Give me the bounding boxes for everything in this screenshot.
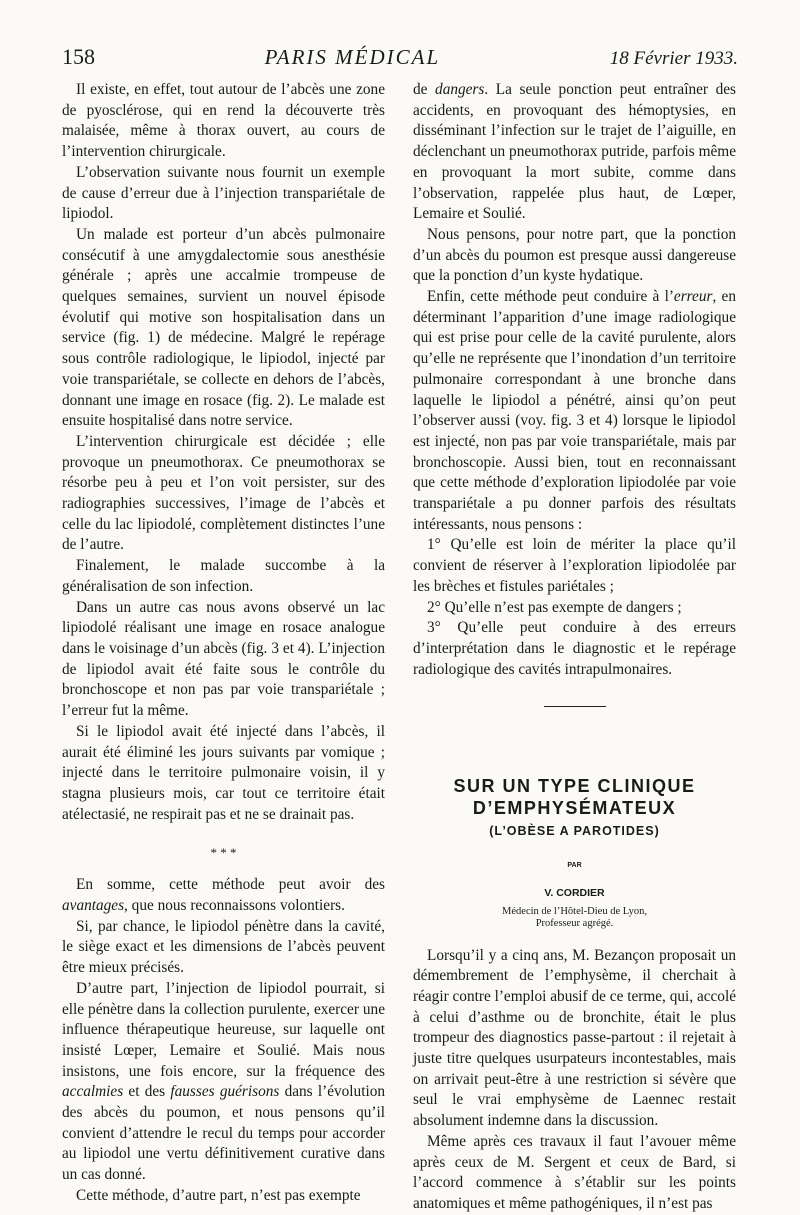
emphasis: fausses guérisons: [170, 1083, 280, 1101]
paragraph: Un malade est porteur d’un abcès pulmonaire consécutif à une amygdalectomie sous anesthésie générale ; après une accalmie trompeuse de quelques semaines, survient un nouvel épisode évolutif qui motive son hospitalisation dans un service (fig. 1) de médecine. Malgré le repérage sous contrôle radiologique, le lipiodol, injecté par voie transpariétale, se collecte en dehors de l’abcès, donnant une image en rosace (fig. 2). Le malade est ensuite hospitalisé dans notre service.: [62, 225, 385, 430]
paragraph: [413, 80, 736, 225]
text-run: D’autre part, l’injection de lipiodol pourrait, si elle pénètre dans la collection purulente, exercer une influence thérapeutique heureuse, sur laquelle ont insisté Lœper, Lemaire et Soulié. Mais nous insistons, une fois encore, sur la fréquence des: [62, 979, 385, 1080]
byline-par: PAR: [567, 862, 582, 870]
paragraph: Si le lipiodol avait été injecté dans l’abcès, il aurait été éliminé les jours suivants par vomique ; injecté dans le territoire pulmonaire voisin, il y stagna plusieurs mois, car tout ce territoire était atélectasié, ne respirait pas et ne se drainait pas.: [62, 722, 385, 823]
emphasis: dangers: [435, 81, 485, 98]
text-run: . La seule ponction peut entraîner des accidents, en provoquant des hémoptysies, en disséminant l’infection sur le trajet de l’aiguille, en déclenchant un pneumothorax putride, parfois même en provoquant la mort subite, comme dans l’observation, rappelée plus haut, de Lœper, Lemaire et Soulié.: [413, 81, 736, 223]
text-run: Enfin, cette méthode peut conduire à l’: [427, 288, 674, 306]
section-divider: [544, 706, 606, 707]
text-run: de: [413, 81, 436, 98]
list-item: 2° Qu’elle n’est pas exempte de dangers ;: [427, 598, 682, 616]
paragraph: L’observation suivante nous fournit un exemple de cause d’erreur due à l’injection transpariétale de lipiodol.: [62, 163, 385, 223]
article-subtitle: (L’OBÈSE A PAROTIDES): [489, 824, 660, 839]
paragraph: [413, 287, 736, 535]
left-column: [62, 80, 385, 1207]
paragraph: Lorsqu’il y a cinq ans, M. Bezançon proposait un démembrement de l’emphysème, il cherchait à réagir contre l’emploi abusif de ce terme, qui, accolé à celui d’asthme ou de bronchite, était le plus trompeur des diagnostics passe-partout : il rejetait à juste titre quelques usurpateurs incontestables, mais on arrivait peut-être à une restriction si sévère que seul le vrai emphysème de Laennec restait absolument indemne dans la discussion.: [413, 946, 736, 1130]
emphasis: accalmies: [62, 1083, 124, 1101]
paragraph: Si, par chance, le lipiodol pénètre dans la cavité, le siège exact et les dimensions de l’abcès peuvent être mieux précisés.: [62, 917, 385, 977]
paragraph: Cette méthode, d’autre part, n’est pas exempte: [76, 1186, 361, 1204]
text-run: En somme, cette méthode peut avoir des: [76, 876, 385, 894]
emphasis: erreur: [673, 288, 713, 306]
paragraph: [62, 875, 385, 916]
paragraph: [62, 979, 385, 1186]
paragraph: Finalement, le malade succombe à la généralisation de son infection.: [62, 557, 385, 595]
right-column: [413, 80, 736, 1215]
emphasis: avantages: [62, 897, 125, 915]
list-item: 3° Qu’elle peut conduire à des erreurs d’interprétation dans le diagnostic et le repérage radiologique des cavités intrapulmonaires.: [413, 619, 736, 678]
page-number: 158: [62, 44, 95, 69]
text-run: , que nous reconnaissons volontiers.: [124, 897, 345, 915]
paragraph: L’intervention chirurgicale est décidée ; elle provoque un pneumothorax. Ce pneumothorax se résorbe peu à peu et l’on voit persister, sur des radiographies successives, l’image de l’abcès et celle du lac lipiodolé, complètement distinctes l’une de l’autre.: [62, 432, 385, 554]
affiliation-line: Professeur agrégé.: [535, 917, 614, 929]
list-item: 1° Qu’elle est loin de mériter la place qu’il convient de réserver à l’exploration lipiodolée par les brèches et fistules pariétales ;: [413, 536, 736, 595]
issue-date: 18 Février 1933.: [609, 48, 738, 69]
text-run: , en déterminant l’apparition d’une image radiologique qui est prise pour celle de la cavité purulente, alors qu’elle ne représente que l’inondation d’un territoire pulmonaire correspondant à une bronche dans laquelle le lipiodol a pénétré, ainsi qu’on peut l’observer aussi (voy. fig. 3 et 4) lorsque le lipiodol est injecté, non pas par voie transpariétale, mais par bronchoscopie. Aussi bien, tout en reconnaissant que cette méthode d’exploration lipiodolée par voie transpariétale a pu donner parfois des résultats intéressants, nous pensons :: [413, 288, 736, 533]
article-title: [413, 775, 736, 819]
section-separator-stars: * * *: [210, 845, 237, 861]
paragraph: Il existe, en effet, tout autour de l’abcès une zone de pyosclérose, qui en rend la découverte très malaisée, même à thorax ouvert, au cours de l’intervention chirurgicale.: [62, 81, 385, 161]
text-run: dans l’évolution des abcès du poumon, et nous pensons qu’il convient d’attendre le recul du temps pour accorder au lipiodol une vertu définitivement curative dans un cas donné.: [62, 1083, 386, 1184]
author-affiliation: [413, 906, 736, 930]
article-title-line: SUR UN TYPE CLINIQUE: [453, 776, 696, 797]
author-name: V. CORDIER: [544, 886, 605, 899]
text-run: et des: [123, 1083, 171, 1101]
article-title-line: D’EMPHYSÉMATEUX: [472, 798, 677, 819]
affiliation-line: Médecin de l’Hôtel-Dieu de Lyon,: [502, 905, 647, 917]
paragraph: Même après ces travaux il faut l’avouer même après ceux de M. Sergent et ceux de Bard, si l’accord commence à s’établir sur les points anatomiques et même pathogéniques, il n’est pas: [413, 1132, 736, 1212]
journal-name: PARIS MÉDICAL: [264, 45, 441, 69]
paragraph: Dans un autre cas nous avons observé un lac lipiodolé réalisant une image en rosace analogue dans le voisinage d’un abcès (fig. 3 et 4). L’injection de lipiodol avait été faite sous le contrôle du bronchoscope et non pas par voie transpariétale ; l’erreur fut la même.: [62, 598, 385, 720]
page-header: [62, 44, 738, 78]
paragraph: Nous pensons, pour notre part, que la ponction d’un abcès du poumon est presque aussi dangereuse que la ponction d’un kyste hydatique.: [413, 225, 736, 285]
